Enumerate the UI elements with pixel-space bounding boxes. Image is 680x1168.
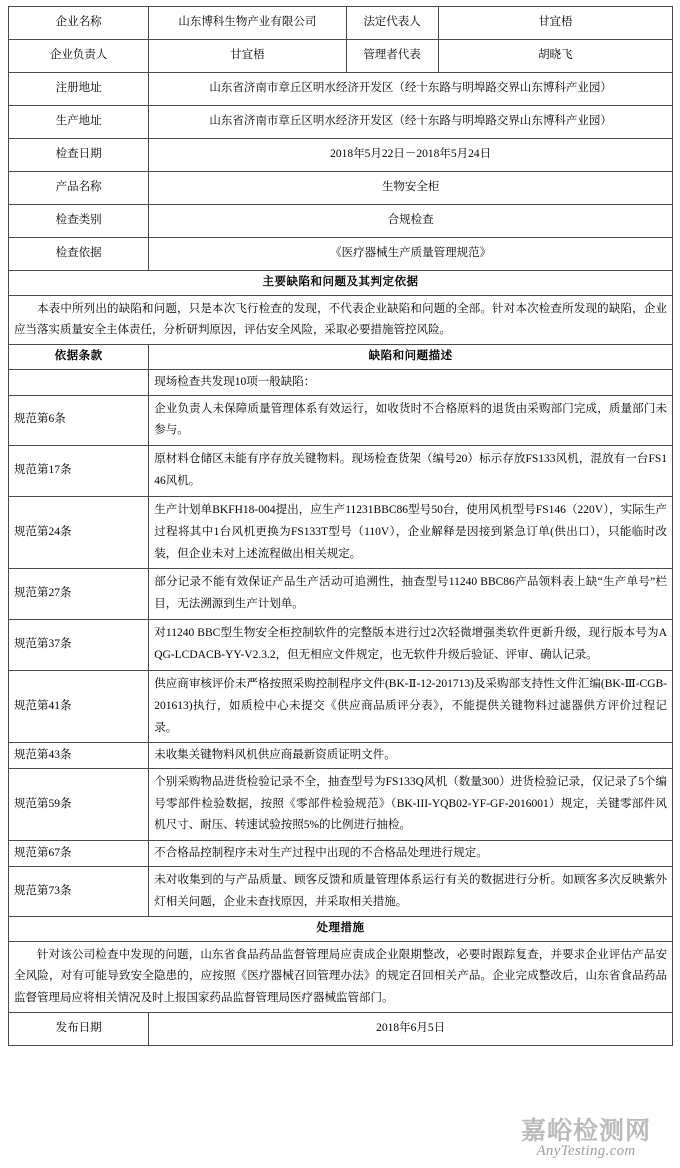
table-row-defects-summary	[9, 370, 673, 395]
watermark-chinese-text: 嘉峪检测网	[520, 1115, 651, 1145]
label-company-principal: 企业负责人	[9, 40, 149, 73]
table-row-defects-header	[9, 345, 673, 370]
label-publish-date: 发布日期	[9, 1012, 149, 1045]
measures-section-title: 处理措施	[9, 917, 673, 942]
description-6: 企业负责人未保障质量管理体系有效运行，如收货时不合格原料的退货由采购部门完成，质量部门未参与。	[149, 395, 673, 446]
label-product-name: 产品名称	[9, 172, 149, 205]
description-summary: 现场检查共发现10项一般缺陷：	[149, 370, 673, 395]
value-inspection-category: 合规检查	[149, 205, 673, 238]
header-description-column: 缺陷和问题描述	[149, 345, 673, 370]
defects-section-intro: 本表中所列出的缺陷和问题，只是本次飞行检查的发现，不代表企业缺陷和问题的全部。针对本次检查所发现的缺陷，企业应当落实质量安全主体责任，分析研判原因，评估安全风险，采取必要措施管控风险。	[9, 295, 673, 345]
description-43: 未收集关键物料风机供应商最新资质证明文件。	[149, 743, 673, 768]
label-management-representative: 管理者代表	[346, 40, 438, 73]
table-row	[9, 866, 673, 917]
value-production-address: 山东省济南市章丘区明水经济开发区（经十东路与明埠路交界山东博科产业园）	[149, 106, 673, 139]
label-registered-address: 注册地址	[9, 73, 149, 106]
table-row	[9, 569, 673, 620]
clause-17: 规范第17条	[9, 446, 149, 497]
clause-73: 规范第73条	[9, 866, 149, 917]
defects-section-title: 主要缺陷和问题及其判定依据	[9, 271, 673, 296]
measures-section-text: 针对该公司检查中发现的问题，山东省食品药品监督管理局应责成企业限期整改，必要时跟踪复查，并要求企业评估产品安全风险，对有可能导致安全隐患的，应按照《医疗器械召回管理办法》的规定召回相关产品。企业完成整改后，山东省食品药品监督管理局应将相关情况及时上报国家药品监督管理局医疗器械监管部门。	[9, 942, 673, 1013]
value-legal-representative: 甘宜梧	[438, 7, 672, 40]
clause-27: 规范第27条	[9, 569, 149, 620]
table-row	[9, 395, 673, 446]
table-row-company-name	[9, 7, 673, 40]
table-row	[9, 496, 673, 569]
value-registered-address: 山东省济南市章丘区明水经济开发区（经十东路与明埠路交界山东博科产业园）	[149, 73, 673, 106]
clause-summary	[9, 370, 149, 395]
table-row	[9, 841, 673, 866]
clause-37: 规范第37条	[9, 620, 149, 671]
table-row-production-address	[9, 106, 673, 139]
label-inspection-category: 检查类别	[9, 205, 149, 238]
value-product-name: 生物安全柜	[149, 172, 673, 205]
description-24: 生产计划单BKFH18-004提出，应生产11231BBC86型号50台，使用风机型号FS146（220V），实际生产过程将其中1台风机更换为FS133T型号（110V），企业解释是因接到紧急订单(供出口），只能临时改装，但企业未对上述流程做出相关规定。	[149, 496, 673, 569]
table-row	[9, 743, 673, 768]
watermark-english-text: AnyTesting.com	[536, 1143, 636, 1159]
label-legal-representative: 法定代表人	[346, 7, 438, 40]
table-row-product-name	[9, 172, 673, 205]
table-row-publish-date	[9, 1012, 673, 1045]
description-27: 部分记录不能有效保证产品生产活动可追溯性，抽查型号11240 BBC86产品领料表上缺“生产单号”栏目，无法溯源到生产计划单。	[149, 569, 673, 620]
clause-24: 规范第24条	[9, 496, 149, 569]
table-row	[9, 670, 673, 743]
description-17: 原材料仓储区未能有序存放关键物料。现场检查货架（编号20）标示存放FS133风机，混放有一台FS146风机。	[149, 446, 673, 497]
value-company-principal: 甘宜梧	[149, 40, 346, 73]
clause-6: 规范第6条	[9, 395, 149, 446]
inspection-report-table	[8, 6, 673, 1046]
label-inspection-date: 检查日期	[9, 139, 149, 172]
value-publish-date: 2018年6月5日	[149, 1012, 673, 1045]
header-clause-column: 依据条款	[9, 345, 149, 370]
table-row	[9, 446, 673, 497]
table-row-company-principal	[9, 40, 673, 73]
value-company-name: 山东博科生物产业有限公司	[149, 7, 346, 40]
value-inspection-basis: 《医疗器械生产质量管理规范》	[149, 238, 673, 271]
table-row-registered-address	[9, 73, 673, 106]
table-row	[9, 768, 673, 841]
table-row-measures-title	[9, 917, 673, 942]
table-row-inspection-basis	[9, 238, 673, 271]
value-inspection-date: 2018年5月22日－2018年5月24日	[149, 139, 673, 172]
site-watermark	[500, 1115, 672, 1160]
description-67: 不合格品控制程序未对生产过程中出现的不合格品处理进行规定。	[149, 841, 673, 866]
description-41: 供应商审核评价未严格按照采购控制程序文件(BK-Ⅱ-12-201713)及采购部支持性文件汇编(BK-Ⅲ-CGB-201613)执行，如质检中心未提交《供应商品质评分表》，不能提供关键物料过滤器供方评价过程记录。	[149, 670, 673, 743]
table-row-inspection-category	[9, 205, 673, 238]
table-row-measures-text	[9, 942, 673, 1013]
description-73: 未对收集到的与产品质量、顾客反馈和质量管理体系运行有关的数据进行分析。如顾客多次反映紫外灯相关问题，企业未查找原因，并采取相关措施。	[149, 866, 673, 917]
table-row-inspection-date	[9, 139, 673, 172]
table-row-defects-intro	[9, 295, 673, 345]
clause-41: 规范第41条	[9, 670, 149, 743]
table-row	[9, 620, 673, 671]
clause-43: 规范第43条	[9, 743, 149, 768]
value-management-representative: 胡晓飞	[438, 40, 672, 73]
description-59: 个别采购物品进货检验记录不全，抽查型号为FS133Q风机（数量300）进货检验记录，仅记录了5个编号零部件检验数据，按照《零部件检验规范》（BK-III-YQB02-YF-GF-2016001）规定，关键零部件风机尺寸、耐压、转速试验按照5%的比例进行抽检。	[149, 768, 673, 841]
table-row-defects-title	[9, 271, 673, 296]
clause-67: 规范第67条	[9, 841, 149, 866]
clause-59: 规范第59条	[9, 768, 149, 841]
label-company-name: 企业名称	[9, 7, 149, 40]
label-production-address: 生产地址	[9, 106, 149, 139]
description-37: 对11240 BBC型生物安全柜控制软件的完整版本进行过2次轻微增强类软件更新升级，现行版本号为AQG-LCDACB-YY-V2.3.2，但无相应文件规定，也无软件升级后验证、评审、确认记录。	[149, 620, 673, 671]
label-inspection-basis: 检查依据	[9, 238, 149, 271]
